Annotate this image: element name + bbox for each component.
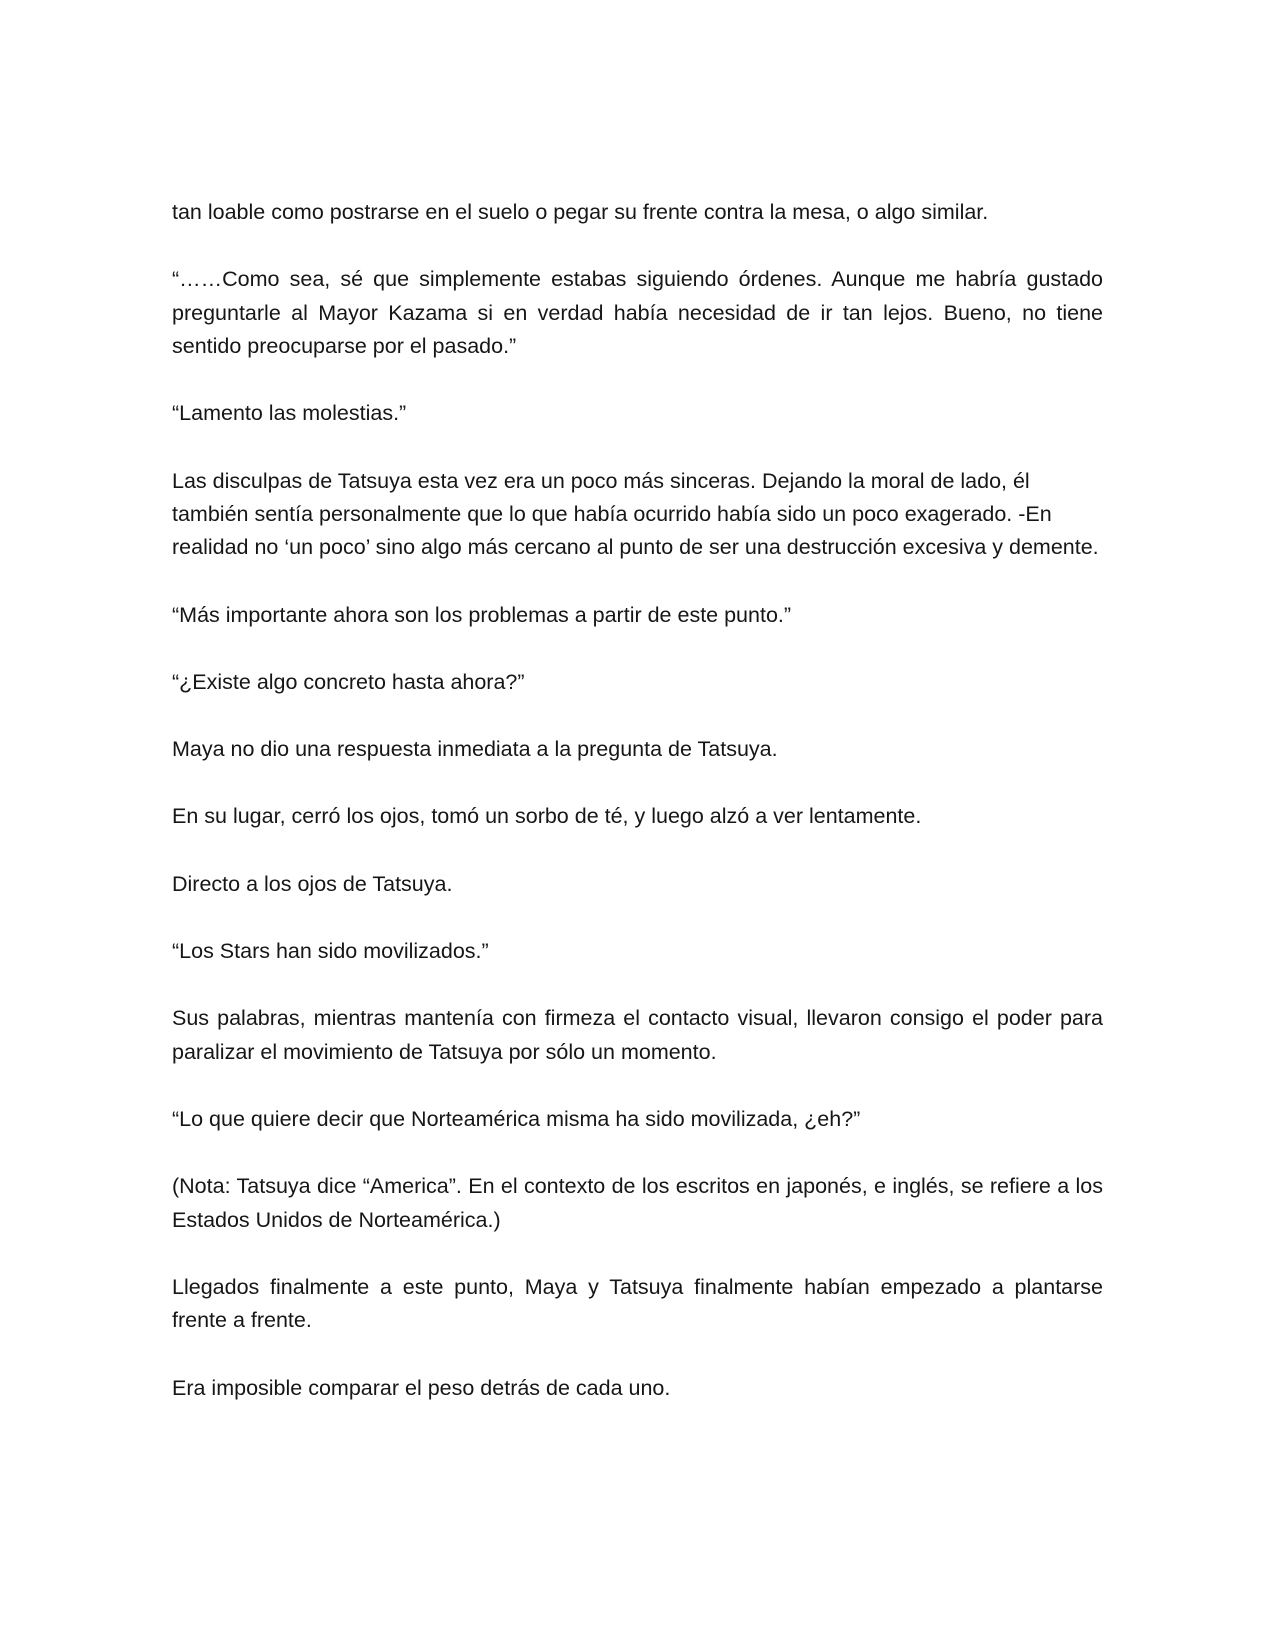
- paragraph: Llegados finalmente a este punto, Maya y Tatsuya finalmente habían empezado a plantarse frente a frente.: [172, 1274, 1103, 1333]
- paragraph: Sus palabras, mientras mantenía con firmeza el contacto visual, llevaron consigo el poder para paralizar el movimiento de Tatsuya por sólo un momento.: [172, 1006, 1103, 1064]
- paragraph: Directo a los ojos de Tatsuya.: [172, 871, 453, 896]
- paragraph: En su lugar, cerró los ojos, tomó un sorbo de té, y luego alzó a ver lentamente.: [172, 804, 922, 829]
- paragraph: “Lamento las molestias.”: [172, 401, 407, 426]
- paragraph: “Más importante ahora son los problemas a partir de este punto.”: [172, 602, 792, 627]
- paragraph: Maya no dio una respuesta inmediata a la pregunta de Tatsuya.: [172, 737, 778, 762]
- paragraph: “¿Existe algo concreto hasta ahora?”: [172, 669, 525, 694]
- document-text-body: [172, 196, 1103, 1405]
- paragraph: “Lo que quiere decir que Norteamérica misma ha sido movilizada, ¿eh?”: [172, 1107, 861, 1131]
- paragraph: “Los Stars han sido movilizados.”: [172, 939, 489, 964]
- paragraph: “……Como sea, sé que simplemente estabas siguiendo órdenes. Aunque me habría gustado preguntarle al Mayor Kazama si en verdad había necesidad de ir tan lejos. Bueno, no tiene sentido preocuparse por el pasado.”: [172, 267, 1103, 358]
- paragraph: Era imposible comparar el peso detrás de cada uno.: [172, 1375, 671, 1400]
- paragraph: (Nota: Tatsuya dice “America”. En el contexto de los escritos en japonés, e inglés, se refiere a los Estados Unidos de Norteamérica.): [172, 1174, 1103, 1232]
- paragraph: tan loable como postrarse en el suelo o pegar su frente contra la mesa, o algo similar.: [172, 200, 989, 224]
- paragraph: Las disculpas de Tatsuya esta vez era un poco más sinceras. Dejando la moral de lado, él también sentía personalmente que lo que había ocurrido había sido un poco exagerado. -En realidad no ‘un poco’ sino algo más cercano al punto de ser una destrucción excesiva y demente.: [172, 468, 1099, 560]
